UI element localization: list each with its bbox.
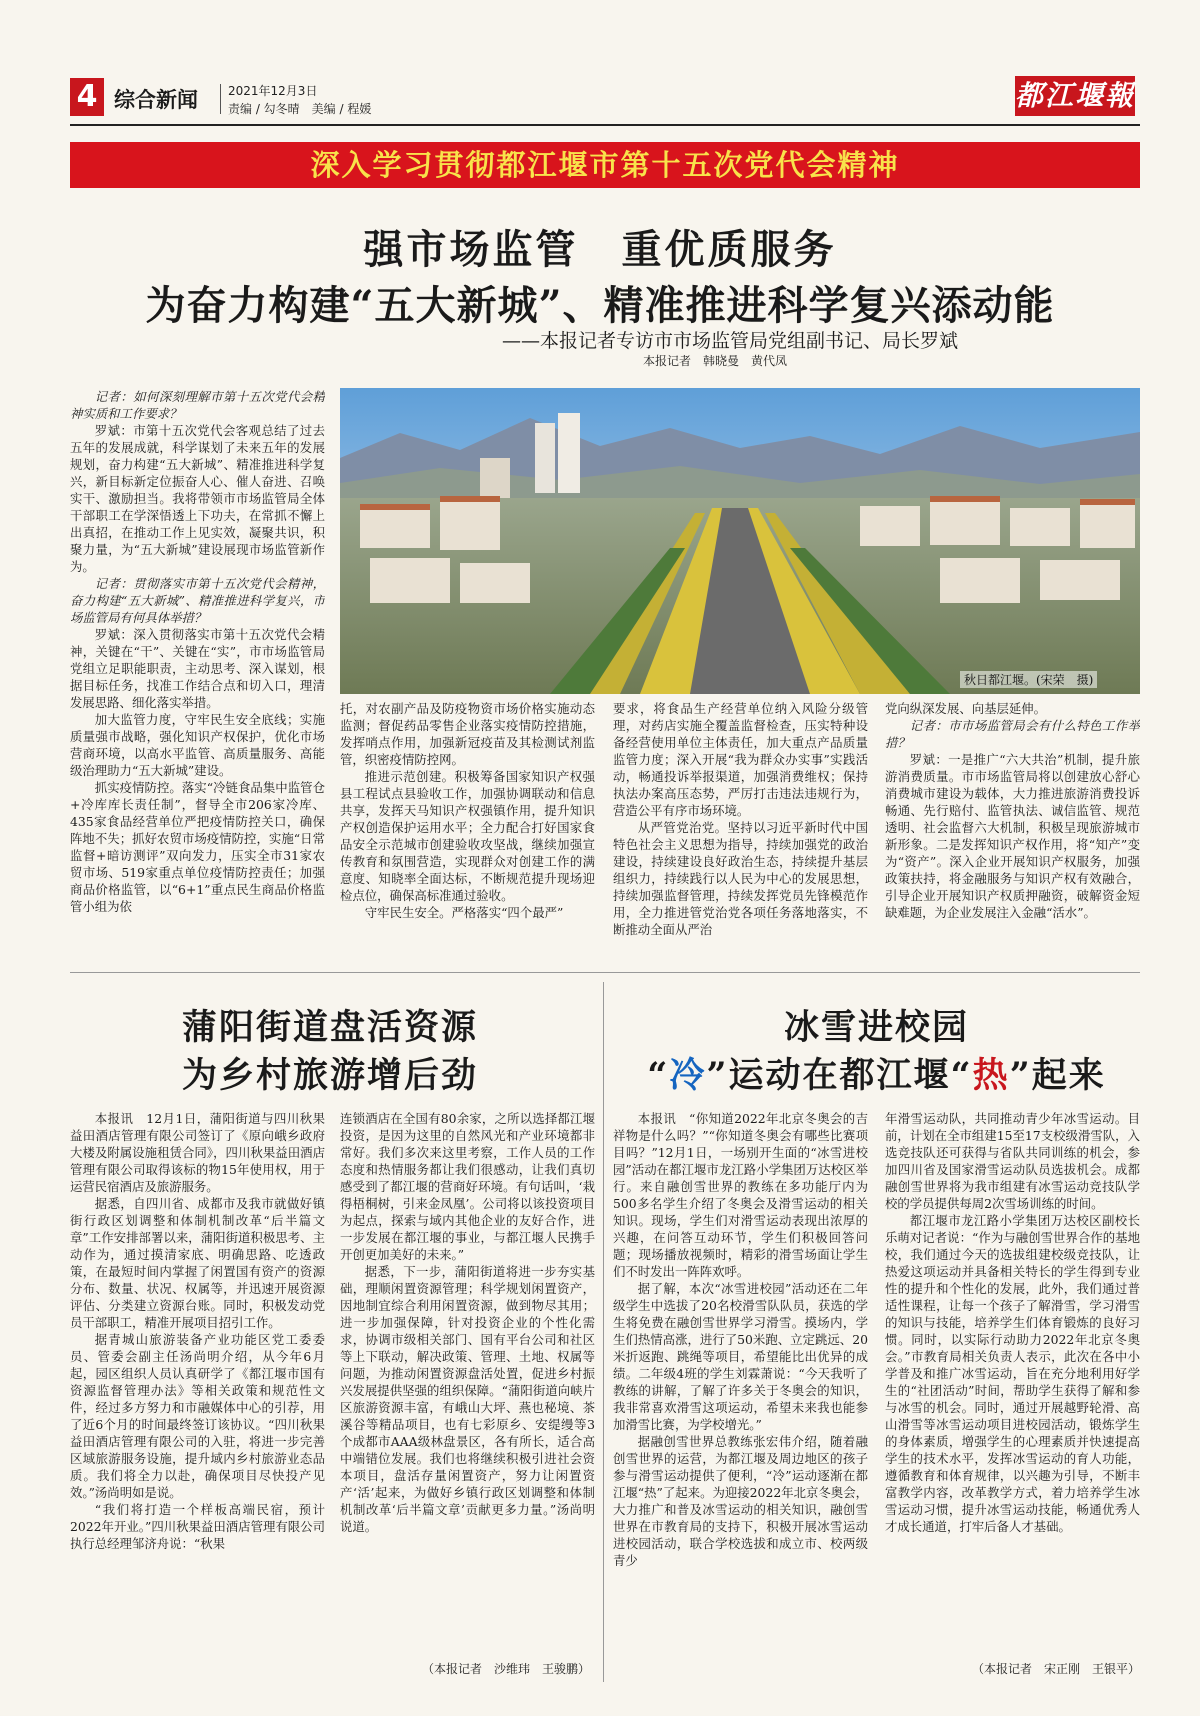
paragraph: 本报讯 12月1日，蒲阳街道与四川秋果益田酒店管理有限公司签订了《原向峨乡政府大楼及附属设施租赁合同》，四川秋果益田酒店管理有限公司取得该标的物15年使用权，用于运营民宿酒店及旅游服务。	[70, 1111, 325, 1194]
headline-close: ”起来	[1009, 1055, 1106, 1096]
paragraph: 据青城山旅游装备产业功能区党工委委员、管委会副主任汤尚明介绍，从今年6月起，园区组织人员认真研学了《都江堰市国有资源监督管理办法》等相关政策和规范性文件，经过多方努力和市融媒体中心的引荐，用了近6个月的时间最终签订该协议。“四川秋果益田酒店管理有限公司的入驻，将进一步完善区域旅游服务设施，提升域内乡村旅游业态品质。我们将全力以赴，确保项目尽快投产见效。”汤尚明如是说。	[70, 1332, 325, 1500]
right-story-column-2	[885, 1110, 1140, 1630]
section-name: 综合新闻	[114, 88, 198, 112]
paragraph: 连锁酒店在全国有80余家，之所以选择都江堰投资，是因为这里的自然风光和产业环境都非常好。我们多次来这里考察，工作人员的工作态度和热情服务都让我们很感动，让我们真切感受到了都江堰的营商好环境。有句话叫，‘栽得梧桐树，引来金凤凰’。公司将以该投资项目为起点，探索与域内其他企业的友好合作，进一步发展在都江堰的事业，与都江堰人民携手开创更加美好的未来。”	[340, 1111, 595, 1262]
editors-line: 责编 / 勾冬晴 美编 / 程媛	[228, 102, 372, 116]
paragraph: 守牢民生安全。严格落实“四个最严”	[364, 905, 564, 920]
lead-headline-2: 为奋力构建“五大新城”、精准推进科学复兴添动能	[145, 282, 1055, 329]
paragraph: 记者：如何深刻理解市第十五次党代会精神实质和工作要求？	[70, 389, 325, 421]
paragraph: 年滑雪运动队，共同推动青少年冰雪运动。目前，计划在全市组建15至17支校级滑雪队，入选竞技队还可获得与省队共同训练的机会，参加四川省及国家滑雪运动队员选拔机会。成都融创雪世界将为我市组建有冰雪运动竞技队学校的学员提供每周2次雪场训练的时间。	[885, 1111, 1140, 1211]
left-story-credit: （本报记者 沙维玮 王骏鹏）	[421, 1662, 590, 1676]
newspaper-logo: 都江堰報	[1015, 76, 1135, 116]
issue-date: 2021年12月3日	[228, 84, 318, 98]
headline-word-hot: 热	[972, 1055, 1010, 1096]
paragraph: 罗斌：市第十五次党代会客观总结了过去五年的发展成就，科学谋划了未来五年的发展规划，奋力构建“五大新城”、精准推进科学复兴，新目标新定位振奋人心、催人奋进、召唤实干、激励担当。我将带领市市场监管局全体干部职工在学深悟透上下功夫，在常抓不懈上出真招，在推动工作上见实效，凝聚共识，积聚力量，为“五大新城”建设展现市场监管新作为。	[70, 423, 325, 574]
lead-byline: 本报记者 韩晓曼 黄代凤	[642, 354, 787, 368]
headline-mid: ”运动在都江堰“	[706, 1055, 973, 1096]
left-story-headline-1: 蒲阳街道盘活资源	[181, 1007, 478, 1048]
left-story-headline-2: 为乡村旅游增后劲	[181, 1055, 478, 1096]
right-story-headline-2	[613, 1048, 1140, 1098]
right-story-credit: （本报记者 宋正刚 王银平）	[971, 1662, 1140, 1676]
paragraph: 抓实疫情防控。落实“冷链食品集中监管仓+冷库库长责任制”，督导全市206家冷库、435家食品经营单位严把疫情防控关口，确保阵地不失；抓好农贸市场疫情防控，实施“日常监督+暗访测评”双向发力，压实全市31家农贸市场、519家重点单位疫情防控责任；加强商品价格监管，以“6+1”重点民生商品价格监管小组为依	[70, 780, 325, 914]
paragraph: 本报讯 “你知道2022年北京冬奥会的吉祥物是什么吗？”“你知道冬奥会有哪些比赛项目吗？”12月1日，一场别开生面的“冰雪进校园”活动在都江堰市龙江路小学集团万达校区举行。来自融创雪世界的教练在多功能厅内为500多名学生介绍了冬奥会及滑雪运动的相关知识。现场，学生们对滑雪运动表现出浓厚的兴趣，在问答互动环节，学生们积极回答问题；现场播放视频时，精彩的滑雪场面让学生们不时发出一阵阵欢呼。	[613, 1111, 868, 1279]
left-story-column-1	[70, 1110, 325, 1650]
paragraph: 据悉，下一步，蒲阳街道将进一步夯实基础，理顺闲置资源管理；科学规划闲置资产，因地制宜综合利用闲置资源，做到物尽其用；进一步加强保障，针对投资企业的个性化需求，协调市级相关部门、国有平台公司和社区等上下联动，解决政策、管理、土地、权属等问题，为推动闲置资源盘活处置，促进乡村振兴发展提供坚强的组织保障。“蒲阳街道向峡片区旅游资源丰富，有峨山大坪、燕也秘境、茶溪谷等精品项目，也有七彩原乡、安缇缦等3个成都市AAA级林盘景区，各有所长，适合高中端错位发展。我们也将继续积极引进社会资本项目，盘活存量闲置资产，努力让闲置资产‘活’起来，为做好乡镇行政区划调整和体制机制改革‘后半篇文章’贡献更多力量。”汤尚明说道。	[340, 1264, 595, 1534]
topic-banner: 深入学习贯彻都江堰市第十五次党代会精神	[70, 142, 1140, 188]
right-story-column-1	[613, 1110, 868, 1670]
paragraph: 托，对农副产品及防疫物资市场价格实施动态监测；督促药品零售企业落实疫情防控措施，发挥哨点作用，加强新冠疫苗及其检测试剂监管，织密疫情防控网。	[340, 701, 595, 767]
paragraph: 推进示范创建。积极筹备国家知识产权强县工程试点县验收工作，加强协调联动和信息共享，发挥天马知识产权强镇作用，提升知识产权创造保护运用水平；全力配合打好国家食品安全示范城市创建验收攻坚战，继续加强宣传教育和氛围营造，实现群众对创建工作的满意度、知晓率全面达标，不断规范提升现场迎检点位，确保高标准通过验收。	[340, 769, 595, 903]
paragraph: 罗斌：深入贯彻落实市第十五次党代会精神，关键在“干”、关键在“实”，市市场监管局党组立足职能职责，主动思考、深入谋划，根据目标任务，找准工作结合点和切入口，理清发展思路、细化落实举措。	[70, 627, 325, 710]
paragraph: 据悉，自四川省、成都市及我市就做好镇街行政区划调整和体制机制改革“后半篇文章”工作安排部署以来，蒲阳街道积极思考、主动作为，通过摸清家底、明确思路、吃透政策，在最短时间内掌握了闲置国有资产的资源分布、数量、状况、权属等，并迅速开展资源评估、分类建立资源台账。同时，积极发动党员干部职工，精准开展项目招引工作。	[70, 1196, 325, 1330]
paragraph: 党向纵深发展、向基层延伸。	[885, 701, 1047, 716]
paragraph: 从严管党治党。坚持以习近平新时代中国特色社会主义思想为指导，持续加强党的政治建设，持续建设良好政治生态，持续提升基层组织力，持续践行以人民为中心的发展思想，持续加强监督管理，持续发挥党员先锋模范作用，全力推进管党治党各项任务落地落实，不断推动全面从严治	[613, 820, 868, 937]
paragraph: 加大监管力度，守牢民生安全底线；实施质量强市战略，强化知识产权保护，优化市场营商环境，以高水平监管、高质量服务、高能级治理助力“五大新城”建设。	[70, 712, 325, 778]
lead-column-1	[70, 388, 325, 958]
paragraph: 记者：贯彻落实市第十五次党代会精神，奋力构建“五大新城”、精准推进科学复兴，市场监管局有何具体举措？	[70, 576, 325, 625]
headline-word-cold: 冷	[669, 1055, 707, 1096]
column-divider	[603, 982, 604, 1682]
paragraph: 罗斌：一是推广“六大共治”机制，提升旅游消费质量。市市场监管局将以创建放心舒心消费城市建设为载体，大力推进旅游消费投诉畅通、先行赔付、监管执法、诚信监管、规范透明、社会监督六大机制，积极呈现旅游城市新形象。二是发挥知识产权作用，将“知产”变为“资产”。深入企业开展知识产权服务，加强政策扶持，将金融服务与知识产权有效融合，引导企业开展知识产权质押融资，破解资金短缺难题，为企业发展注入金融“活水”。	[885, 752, 1140, 920]
right-story-headline-1: 冰雪进校园	[783, 1007, 969, 1048]
page-number: 4	[70, 78, 104, 116]
paragraph: 要求，将食品生产经营单位纳入风险分级管理，对药店实施全覆盖监督检查，压实特种设备经营使用单位主体责任，加大重点产品质量监管力度；深入开展“我为群众办实事”实践活动，畅通投诉举报渠道，加强消费维权；保持执法办案高压态势，严厉打击违法违规行为，营造公平有序市场环境。	[613, 701, 868, 818]
lead-column-3	[613, 700, 868, 958]
header-rule	[70, 124, 1140, 126]
lead-column-4	[885, 700, 1140, 958]
lead-headline-1: 强市场监管 重优质服务	[363, 226, 837, 273]
photo-caption: 秋日都江堰。(宋荣 摄)	[960, 671, 1097, 688]
headline-quote-open: “	[647, 1055, 670, 1096]
left-story-column-2	[340, 1110, 595, 1630]
paragraph: 据了解，本次“冰雪进校园”活动还在二年级学生中选拔了20名校滑雪队队员，获选的学生将免费在融创雪世界学习滑雪。摸场内，学生们热情高涨，进行了50米跑、立定跳远、20米折返跑、跳绳等项目，希望能比出优异的成绩。二年级4班的学生刘霖萧说：“今天我听了教练的讲解，了解了许多关于冬奥会的知识，我非常喜欢滑雪这项运动，希望未来我也能参加滑雪比赛，为学校增光。”	[613, 1281, 868, 1432]
lead-column-2	[340, 700, 595, 958]
lead-subheadline: ——本报记者专访市市场监管局党组副书记、局长罗斌	[501, 330, 958, 352]
paragraph: 记者：市市场监管局会有什么特色工作举措？	[885, 718, 1140, 750]
header-divider	[220, 84, 221, 114]
paragraph: 都江堰市龙江路小学集团万达校区副校长乐萌对记者说：“作为与融创雪世界合作的基地校，我们通过今天的选拔组建校级竞技队，让热爱这项运动并具备相关特长的学生得到专业性的提升和个性化的发展，此外，我们通过普适性课程，让每一个孩子了解滑雪，学习滑雪的知识与技能，培养学生们体育锻炼的良好习惯。同时，以实际行动助力2022年北京冬奥会。”市教育局相关负责人表示，此次在各中小学普及和推广冰雪运动，旨在充分地利用好学生的“社团活动”时间，帮助学生获得了解和参与冰雪的机会。同时，通过开展越野轮滑、高山滑雪等冰雪运动项目进校园活动，锻炼学生的身体素质，增强学生的心理素质并快速提高学生的技术水平，发挥冰雪运动的育人功能，遵循教育和体育规律，以兴趣为引导，不断丰富教学内容，改革教学方式，着力培养学生冰雪运动习惯，提升冰雪运动技能，畅通优秀人才成长通道，打牢后备人才基础。	[885, 1213, 1140, 1534]
section-divider	[70, 972, 1140, 973]
paragraph: “我们将打造一个样板高端民宿，预计2022年开业。”四川秋果益田酒店管理有限公司执行总经理邹济舟说：“秋果	[70, 1502, 325, 1551]
paragraph: 据融创雪世界总教练张宏伟介绍，随着融创雪世界的运营，为都江堰及周边地区的孩子参与滑雪运动提供了便利，“冷”运动逐渐在都江堰“热”了起来。为迎接2022年北京冬奥会，大力推广和普及冰雪运动的相关知识，融创雪世界在市教育局的支持下，积极开展冰雪运动进校园活动，联合学校选拔和成立市、校两级青少	[613, 1434, 868, 1568]
city-photo	[340, 388, 1140, 694]
